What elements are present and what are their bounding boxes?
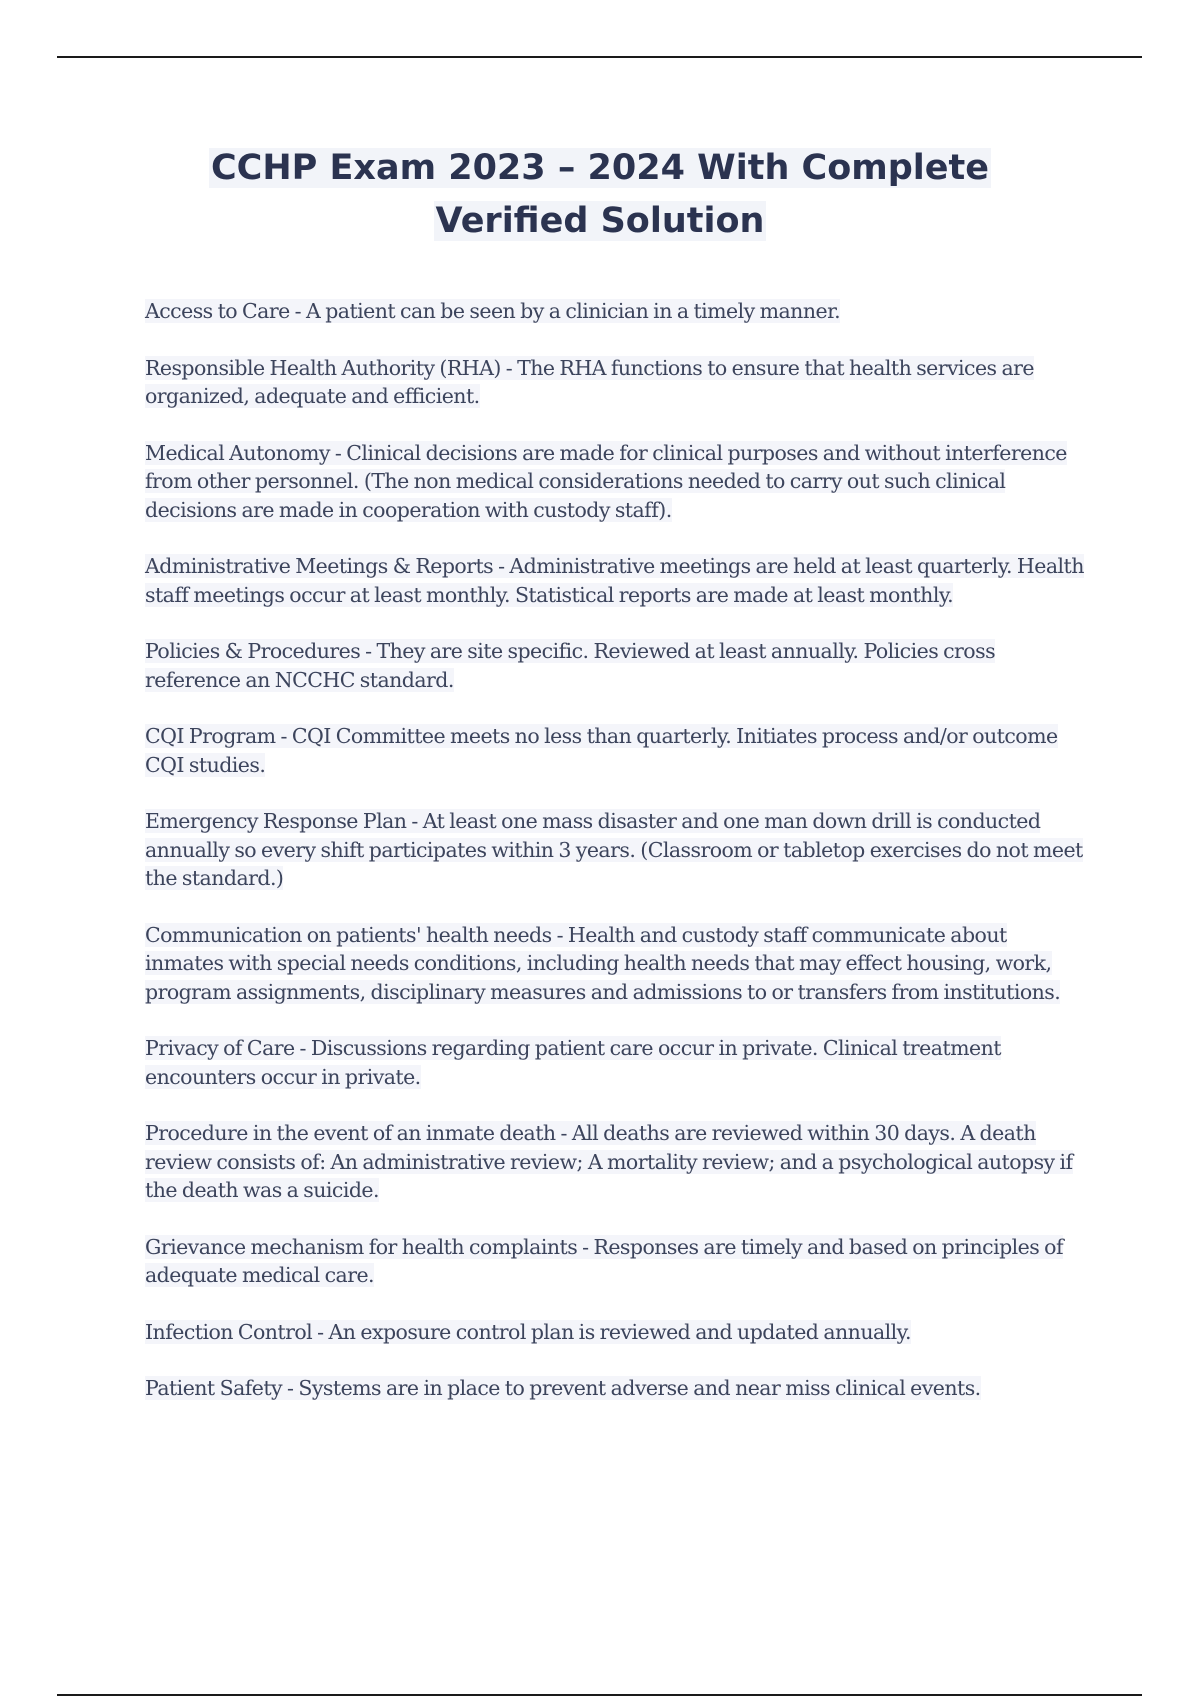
entry-text: Patient Safety - Systems are in place to prevent adverse and near miss clinical events. (145, 1376, 981, 1400)
entry-access-to-care (145, 297, 1090, 326)
entry-text: Communication on patients' health needs - Health and custody staff communicate about inmates with special needs conditions, including health needs that may effect housing, work, program assignments, disciplinary measures and admissions to or transfers from institutions. (145, 922, 1061, 1004)
entry-text: Policies & Procedures - They are site specific. Reviewed at least annually. Policies cross reference an NCCHC standard. (145, 639, 996, 692)
entry-cqi-program (145, 722, 1090, 779)
entry-privacy-of-care (145, 1034, 1090, 1091)
entry-communication-health-needs (145, 921, 1090, 1007)
entry-emergency-response-plan (145, 807, 1090, 893)
entry-grievance-mechanism (145, 1233, 1090, 1290)
entry-text: Privacy of Care - Discussions regarding patient care occur in private. Clinical treatment encounters occur in private. (145, 1036, 1001, 1089)
title-line-1: CCHP Exam 2023 – 2024 With Complete (210, 148, 990, 188)
bottom-rule (57, 1694, 1142, 1696)
entry-text: CQI Program - CQI Committee meets no less than quarterly. Initiates process and/or outcome CQI studies. (145, 724, 1058, 777)
entry-inmate-death-procedure (145, 1119, 1090, 1205)
entry-policies-procedures (145, 637, 1090, 694)
page-title (100, 142, 1100, 248)
entry-text: Access to Care - A patient can be seen by a clinician in a timely manner. (145, 299, 841, 323)
top-rule (57, 56, 1142, 58)
entry-text: Medical Autonomy - Clinical decisions are made for clinical purposes and without interference from other personnel. (The non medical considerations needed to carry out such clinical decisions are made in cooperation with custody staff). (145, 440, 1067, 522)
entry-responsible-health-authority (145, 354, 1090, 411)
entry-text: Emergency Response Plan - At least one mass disaster and one man down drill is conducted annually so every shift participates within 3 years. (Classroom or tabletop exercises do not meet the standard.) (145, 809, 1083, 890)
entry-infection-control (145, 1318, 1090, 1347)
entry-text: Infection Control - An exposure control plan is reviewed and updated annually. (145, 1319, 911, 1344)
entry-text: Administrative Meetings & Reports - Administrative meetings are held at least quarterly. Health staff meetings occur at least monthly. Statistical reports are made at least monthly. (145, 554, 1084, 607)
entry-administrative-meetings (145, 552, 1090, 609)
entry-medical-autonomy (145, 439, 1090, 525)
entry-text: Grievance mechanism for health complaints - Responses are timely and based on principles of adequate medical care. (145, 1234, 1064, 1287)
title-line-2: Verified Solution (435, 201, 765, 241)
entry-text: Responsible Health Authority (RHA) - The RHA functions to ensure that health services are organized, adequate and efficient. (145, 355, 1034, 408)
entry-text: Procedure in the event of an inmate death - All deaths are reviewed within 30 days. A death review consists of: An administrative review; A mortality review; and a psychological autopsy if the death was a suicide. (145, 1121, 1073, 1202)
entry-patient-safety (145, 1374, 1090, 1403)
qa-entry-list (145, 297, 1090, 1431)
